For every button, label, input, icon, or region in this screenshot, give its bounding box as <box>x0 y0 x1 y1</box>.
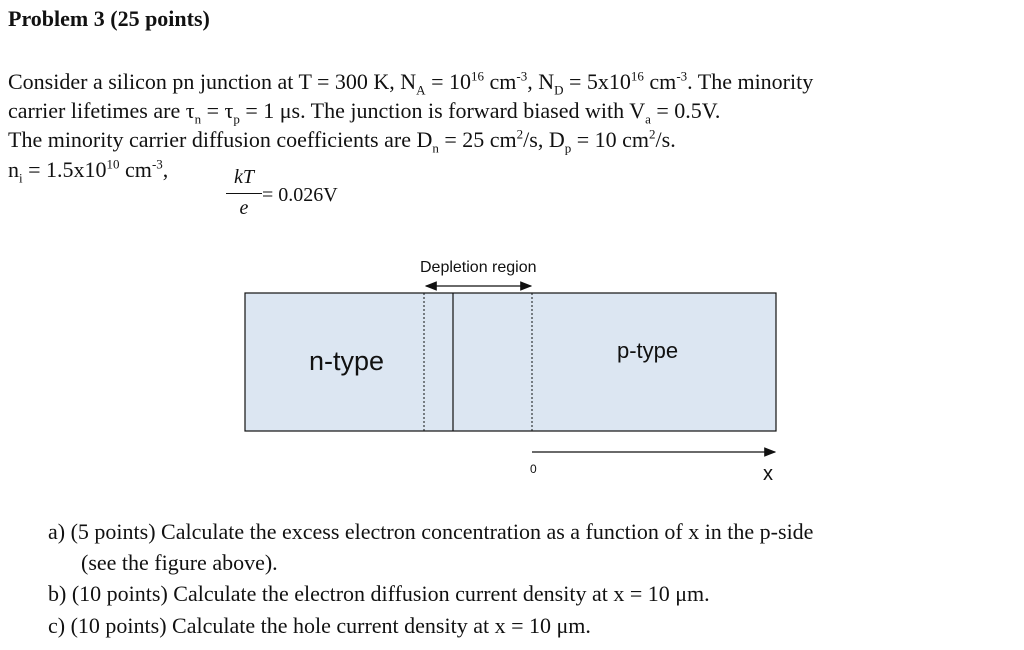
intro-line-4: $n_i = 1.5x10^{10}$ $cm^{-3}$, <box>8 156 169 186</box>
p-type-label: p-type <box>617 338 679 363</box>
question-a-continued: (see the figure above). <box>81 550 278 575</box>
intro-line-3: The minority carrier diffusion coefficients are $D_n = 25$ $cm^2/s$, $D_p = 10$ $cm^2/s$. <box>8 126 676 156</box>
intro-line-1: Consider a silicon pn junction at T = 300 K, $N_A = 10^{16}$ $cm^{-3}$, $N_D = 5x10^{16}$ $cm^{-3}$. The minority <box>8 68 814 98</box>
fraction-denominator: e <box>239 197 249 219</box>
fraction-numerator: kT <box>234 166 254 188</box>
question-a: a) (5 points) Calculate the excess electron concentration as a function of x in the p-side <box>48 519 814 544</box>
origin-label: 0 <box>530 462 537 476</box>
question-c: c) (10 points) Calculate the hole current density at x = 10 μm. <box>48 613 591 638</box>
n-type-label: n-type <box>309 346 385 376</box>
depletion-region-label: Depletion region <box>420 259 537 276</box>
x-axis-label: x <box>763 463 773 485</box>
question-b: b) (10 points) Calculate the electron diffusion current density at x = 10 μm. <box>48 581 710 606</box>
thermal-voltage-value: = 0.026V <box>262 184 338 206</box>
intro-line-2: carrier lifetimes are $\tau_n = \tau_p = 1$ μs. The junction is forward biased with $V_a = 0.5V$. <box>8 98 721 127</box>
problem-title: Problem 3 (25 points) <box>8 6 210 31</box>
